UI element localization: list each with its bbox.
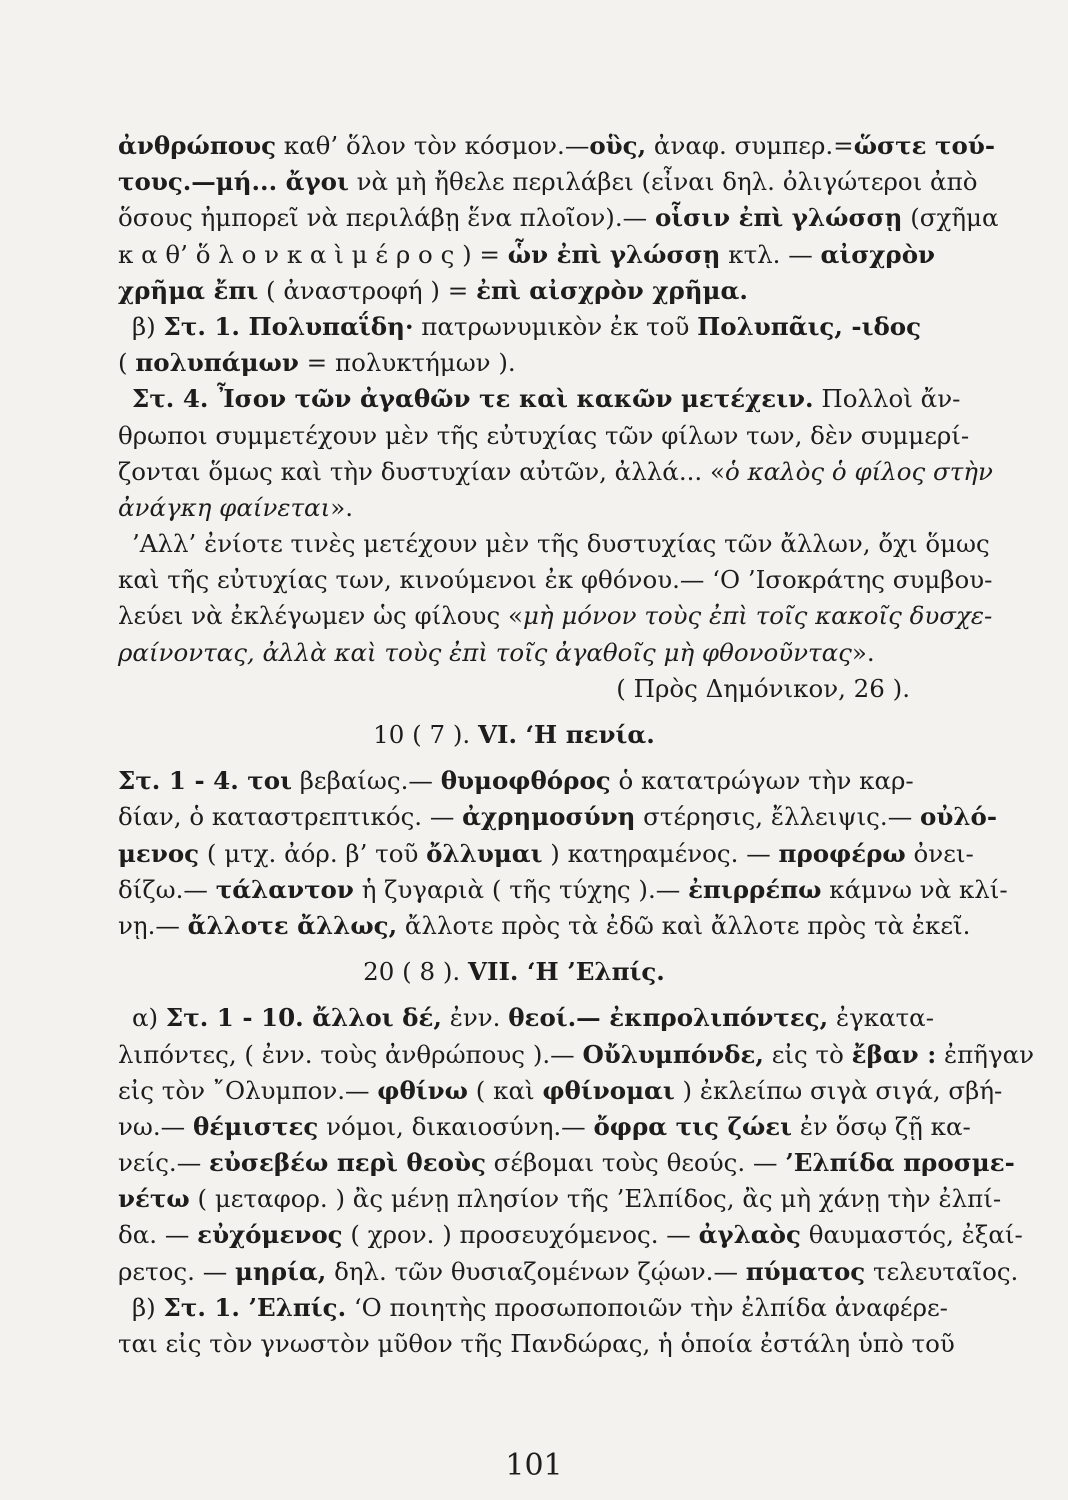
spacer [118,753,910,763]
text-line: ἀνάγκη φαίνεται». [118,492,353,522]
text-line: ρετος. — μηρία, δηλ. τῶν θυσιαζομένων ζῴων.— πύματος τελευταῖος. [118,1256,1019,1286]
text-line: δίζω.— τάλαντον ἡ ζυγαριὰ ( τῆς τύχης ).— ἐπιρρέπω κάμνω νὰ κλί- [118,874,1008,904]
text-line: ὅσους ἠμπορεῖ νὰ περιλάβῃ ἕνα πλοῖον).— οἷσιν ἐπὶ γλώσσῃ (σχῆμα [118,203,999,233]
section-heading: 10 ( 7 ). VI. ‘Η πενία. [373,720,655,749]
text-line: Στ. 4. Ἶσον τῶν ἀγαθῶν τε καὶ κακῶν μετέχειν. Πολλοὶ ἄν- [132,384,961,414]
text-line: β) Στ. 1. Πολυπαΐδη· πατρωνυμικὸν ἐκ τοῦ Πολυπᾶις, -ιδος [132,311,922,341]
text-line: μενος ( μτχ. ἀόρ. β’ τοῦ ὄλλυμαι ) κατηραμένος. — προφέρω ὀνει- [118,838,974,868]
citation-line: ( Πρὸς Δημόνικον, 26 ). [616,673,910,703]
text-line: καὶ τῆς εὐτυχίας των, κινούμενοι ἐκ φθόνου.— ‘Ο ’Ισοκράτης συμβου- [118,565,993,595]
section-heading: 20 ( 8 ). VII. ‘Η ’Ελπίς. [363,957,665,987]
text-line: εἰς τὸν ῎Ολυμπον.— φθίνω ( καὶ φθίνομαι ) ἐκλείπω σιγὰ σιγά, σβή- [118,1075,1003,1105]
text-line: νῃ.— ἄλλοτε ἄλλως, ἄλλοτε πρὸς τὰ ἐδῶ καὶ ἄλλοτε πρὸς τὰ ἐκεῖ. [118,910,971,940]
text-line: ( πολυπάμων = πολυκτήμων ). [118,348,516,378]
spacer [118,707,910,717]
text-line: β) Στ. 1. ’Ελπίς. ‘Ο ποιητὴς προσωποποιῶν τὴν ἐλπίδα ἀναφέρε- [132,1292,948,1322]
text-line: ζονται ὅμως καὶ τὴν δυστυχίαν αὐτῶν, ἀλλά... «ὁ καλὸς ὁ φίλος στὴν [118,456,993,486]
page-body [118,128,1035,1362]
text-line: δα. — εὐχόμενος ( χρον. ) προσευχόμενος. — ἀγλαὸς θαυμαστός, ἐξαί- [118,1220,1023,1250]
page-number: 101 [505,1448,563,1483]
text-line: ται εἰς τὸν γνωστὸν μῦθον τῆς Πανδώρας, ἡ ὁποία ἐστάλη ὑπὸ τοῦ [118,1329,955,1358]
text-line: α) Στ. 1 - 10. ἄλλοι δέ, ἐνν. θεοί.— ἐκπρολιπόντες, ἐγκατα- [132,1003,934,1033]
text-line: δίαν, ὁ καταστρεπτικός. — ἀχρημοσύνη στέρησις, ἔλλειψις.— οὐλό- [118,802,998,832]
text-line: λεύει νὰ ἐκλέγωμεν ὡς φίλους «μὴ μόνον τοὺς ἐπὶ τοῖς κακοῖς δυσχε- [118,601,993,631]
text-line: νείς.— εὐσεβέω περὶ θεοὺς σέβομαι τοὺς θεούς. — ’Ελπίδα προσμε- [118,1148,1015,1178]
text-line: Στ. 1 - 4. τοι βεβαίως.— θυμοφθόρος ὁ κατατρώγων τὴν καρ- [118,766,914,796]
text-line: τους.—μή... ἄγοι νὰ μὴ ἤθελε περιλάβει (εἶναι δηλ. ὀλιγώτεροι ἀπὸ [118,167,978,197]
text-line: ἀνθρώπους καθ’ ὅλον τὸν κόσμον.—οὓς, ἀναφ. συμπερ.=ὥστε τού- [118,131,995,160]
text-line: θρωποι συμμετέχουν μὲν τῆς εὐτυχίας τῶν φίλων των, δὲν συμμερί- [118,420,970,450]
text-line: κ α θ’ ὅ λ ο ν κ α ὶ μ έ ρ ο ς ) = ὧν ἐπὶ γλώσσῃ κτλ. — αἰσχρὸν [118,239,936,269]
text-line: ’Αλλ’ ἐνίοτε τινὲς μετέχουν μὲν τῆς δυστυχίας τῶν ἄλλων, ὄχι ὅμως [132,529,990,559]
text-line: ραίνοντας, ἀλλὰ καὶ τοὺς ἐπὶ τοῖς ἀγαθοῖς μὴ φθονοῦντας». [118,637,875,667]
spacer [118,990,910,1000]
text-line: νέτω ( μεταφορ. ) ἂς μένῃ πλησίον τῆς ’Ελπίδος, ἂς μὴ χάνῃ τὴν ἐλπί- [118,1184,1002,1214]
text-line: λιπόντες, ( ἐνν. τοὺς ἀνθρώπους ).— Οὔλυμπόνδε, εἰς τὸ ἔβαν : ἐπῆγαν [118,1039,1035,1069]
text-line: νω.— θέμιστες νόμοι, δικαιοσύνη.— ὄφρα τις ζώει ἐν ὅσῳ ζῇ κα- [118,1111,971,1141]
text-line: χρῆμα ἔπι ( ἀναστροφή ) = ἐπὶ αἰσχρὸν χρῆμα. [118,275,748,305]
spacer [118,944,910,954]
